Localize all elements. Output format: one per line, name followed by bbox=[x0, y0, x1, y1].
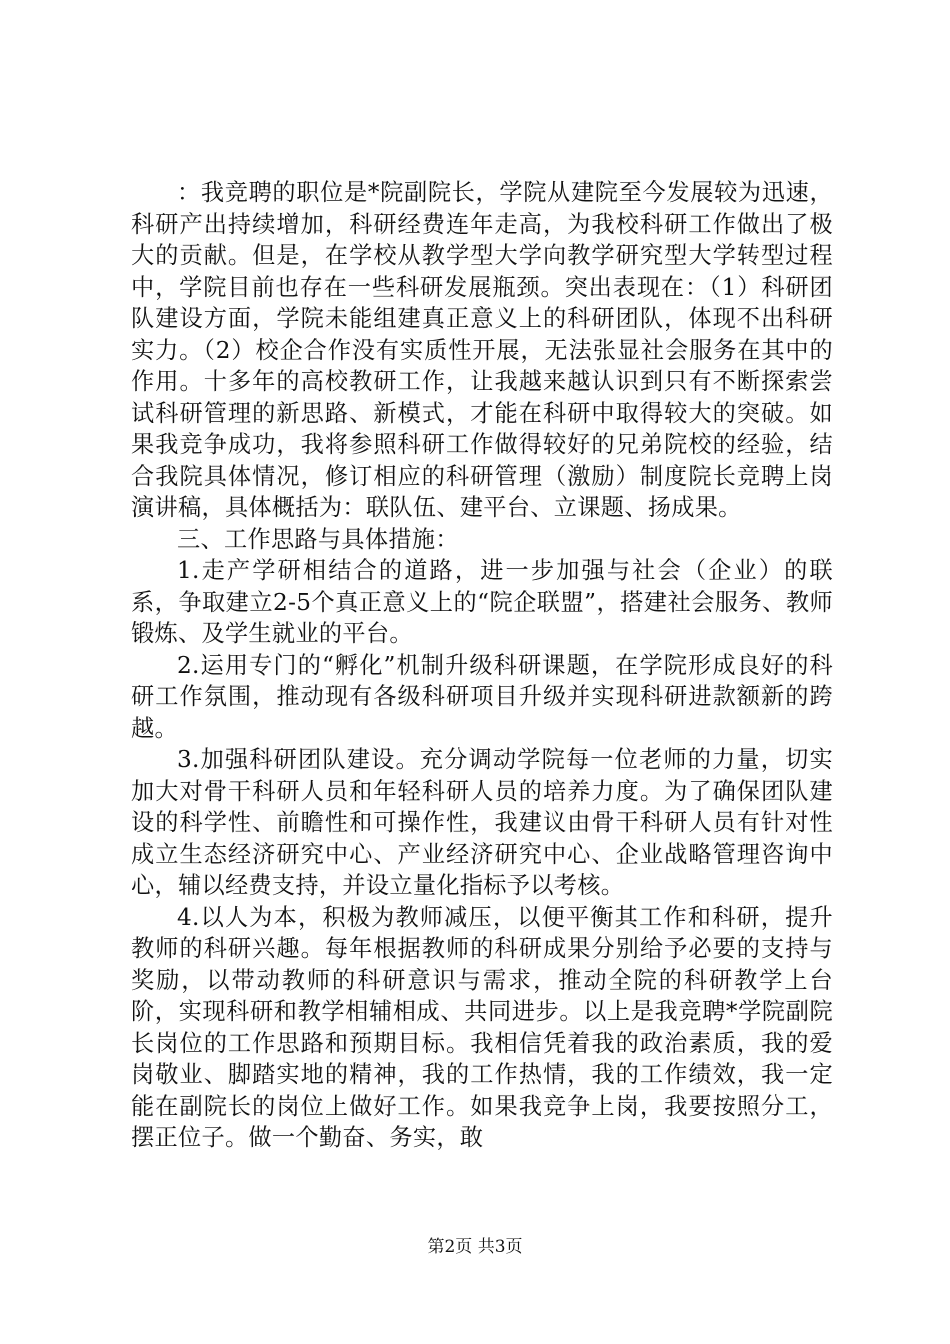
document-body bbox=[131, 177, 833, 1154]
page-number-footer: 第2页 共3页 bbox=[427, 1237, 523, 1257]
measure-item-1: 1.走产学研相结合的道路，进一步加强与社会（企业）的联系，争取建立2-5个真正意义上的“院企联盟”，搭建社会服务、教师锻炼、及学生就业的平台。 bbox=[131, 557, 833, 647]
measure-item-4: 4.以人为本，积极为教师减压，以便平衡其工作和科研，提升教师的科研兴趣。每年根据教师的科研成果分别给予必要的支持与奖励，以带动教师的科研意识与需求，推动全院的科研教学上台阶，实现科研和教学相辅相成、共同进步。以上是我竞聘*学院副院长岗位的工作思路和预期目标。我相信凭着我的政治素质，我的爱岗敬业、脚踏实地的精神，我的工作热情，我的工作绩效，我一定能在副院长的岗位上做好工作。如果我竞争上岗，我要按照分工，摆正位子。做一个勤奋、务实，敢 bbox=[131, 903, 833, 1151]
paragraph-intro: ：我竞聘的职位是*院副院长，学院从建院至今发展较为迅速，科研产出持续增加，科研经费连年走高，为我校科研工作做出了极大的贡献。但是，在学校从教学型大学向教学研究型大学转型过程中，学院目前也存在一些科研发展瓶颈。突出表现在：（1）科研团队建设方面，学院未能组建真正意义上的科研团队，体现不出科研实力。（2）校企合作没有实质性开展，无法张显社会服务在其中的作用。十多年的高校教研工作，让我越来越认识到只有不断探索尝试科研管理的新思路、新模式，才能在科研中取得较大的突破。如果我竞争成功，我将参照科研工作做得较好的兄弟院校的经验，结合我院具体情况，修订相应的科研管理（激励）制度院长竞聘上岗演讲稿，具体概括为：联队伍、建平台、立课题、扬成果。 bbox=[131, 179, 833, 521]
measure-item-3: 3.加强科研团队建设。充分调动学院每一位老师的力量，切实加大对骨干科研人员和年轻科研人员的培养力度。为了确保团队建设的科学性、前瞻性和可操作性，我建议由骨干科研人员有针对性成立生态经济研究中心、产业经济研究中心、企业战略管理咨询中心，辅以经费支持，并设立量化指标予以考核。 bbox=[131, 746, 833, 899]
measure-item-2: 2.运用专门的“孵化”机制升级科研课题，在学院形成良好的科研工作氛围，推动现有各级科研项目升级并实现科研进款额新的跨越。 bbox=[131, 651, 833, 742]
section-heading: 三、工作思路与具体措施： bbox=[177, 525, 459, 553]
